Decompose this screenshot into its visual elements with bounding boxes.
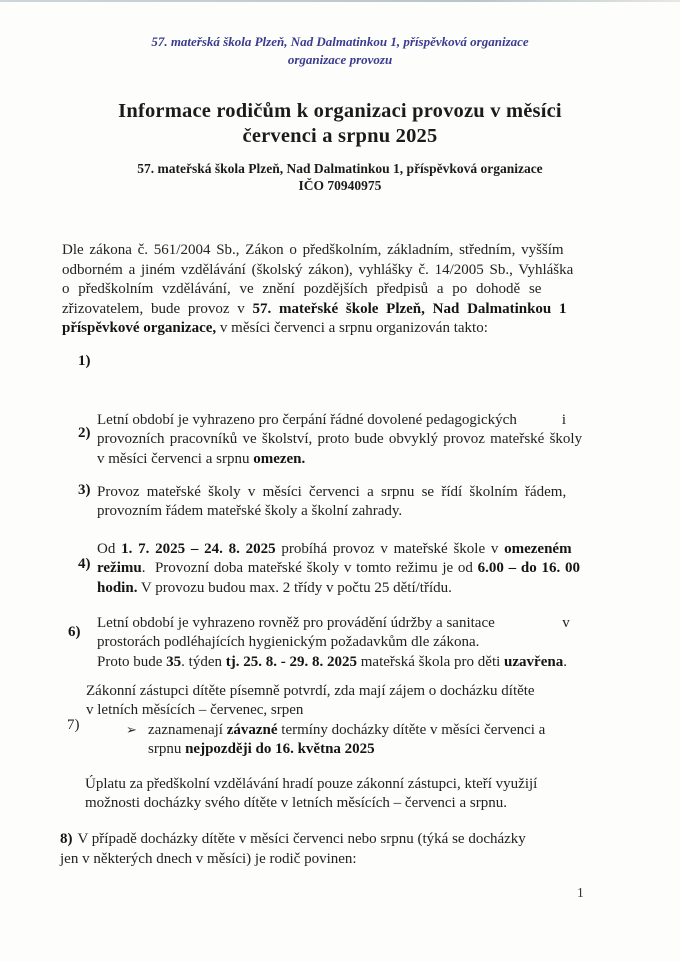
list-item-2-text: Provoz mateřské školy v měsíci červenci a srpnu se řídí školním řádem, provozním řádem mateřské školy a školní zahrady. [97,483,567,519]
page-number: 1 [577,885,584,900]
list-item-7-text: Úplatu za předškolní vzdělávání hradí pouze zákonní zástupci, kteří využijí možnosti docházky svého dítěte v letních měsících – červenci a srpnu. [85,775,538,811]
document-subtitle [0,161,680,194]
scan-edge-artifact [0,0,680,2]
list-item-8-body: V případě docházky dítěte v měsíci červenci nebo srpnu (týká se docházky jen v některých dnech v měsíci) je rodič povinen: [60,831,526,867]
intro-paragraph: Dle zákona č. 561/2004 Sb., Zákon o předškolním, základním, středním, vyšším odborném a jiném vzdělávání (školský zákon), vyhlášky č. 14/2005 Sb., Vyhláška o předškolním vzdělávání, ve znění pozdějších předpisů a po dohodě se zřizovatelem, bude provoz v 57. mateřské škole Plzeň, Nad Dalmatinkou 1 příspěvkové organizace, v měsíci červenci a srpnu organizován takto: [62,242,574,336]
letterhead-line-2: organizace provozu [287,51,393,67]
list-item-2-number: 2) [78,425,91,441]
list-item-1-number: 1) [78,353,91,369]
document-title-line-1: Informace rodičům k organizaci provozu v měsíci [118,100,562,122]
list-item-4-number: 4) [78,556,91,572]
arrow-bullet-icon: ➢ [126,722,137,738]
list-item-8 [60,791,626,908]
letterhead [0,33,680,68]
list-item-7-number: 7) [67,717,80,733]
document-title [0,99,680,149]
list-item-8-text [60,830,626,869]
list-item-3-text: Od 1. 7. 2025 – 24. 8. 2025 probíhá provoz v mateřské škole v omezeném režimu. Provozní doba mateřské školy v tomto režimu je od 6.00 – do 16. 00 hodin. V provozu budou max. 2 třídy v počtu 25 dětí/třídu. [97,540,581,596]
list-item-6-main: Zákonní zástupci dítěte písemně potvrdí, zda mají zájem o docházku dítěte v letních měsících – červenec, srpen [86,682,535,718]
letterhead-line-1: 57. mateřská škola Plzeň, Nad Dalmatinkou 1, příspěvková organizace [151,34,529,49]
subtitle-ico: IČO 70940975 [298,177,382,193]
document-title-line-2: červenci a srpnu 2025 [242,125,438,147]
list-item-6-number: 6) [68,624,81,640]
list-item-1-text: Letní období je vyhrazeno pro čerpání řádné dovolené pedagogických i provozních pracovníků ve školství, proto bude obvyklý provoz mateřské školy v měsíci červenci a srpnu omezen. [97,411,583,467]
subtitle-school-name: 57. mateřská škola Plzeň, Nad Dalmatinkou 1, příspěvková organizace [137,161,543,176]
list-item-3-number: 3) [78,482,91,498]
sub-bullet-text: zaznamenají závazné termíny docházky dítěte v měsíci červenci a srpnu nejpozději do 16. května 2025 [148,721,546,757]
list-item-8-number: 8) [60,831,73,847]
list-item-4-text: Letní období je vyhrazeno rovněž pro provádění údržby a sanitace v prostorách podléhajících hygienickým požadavkům dle zákona. Proto bude 35. týden tj. 25. 8. - 29. 8. 2025 mateřská škola pro děti uzavřena. [97,614,570,670]
